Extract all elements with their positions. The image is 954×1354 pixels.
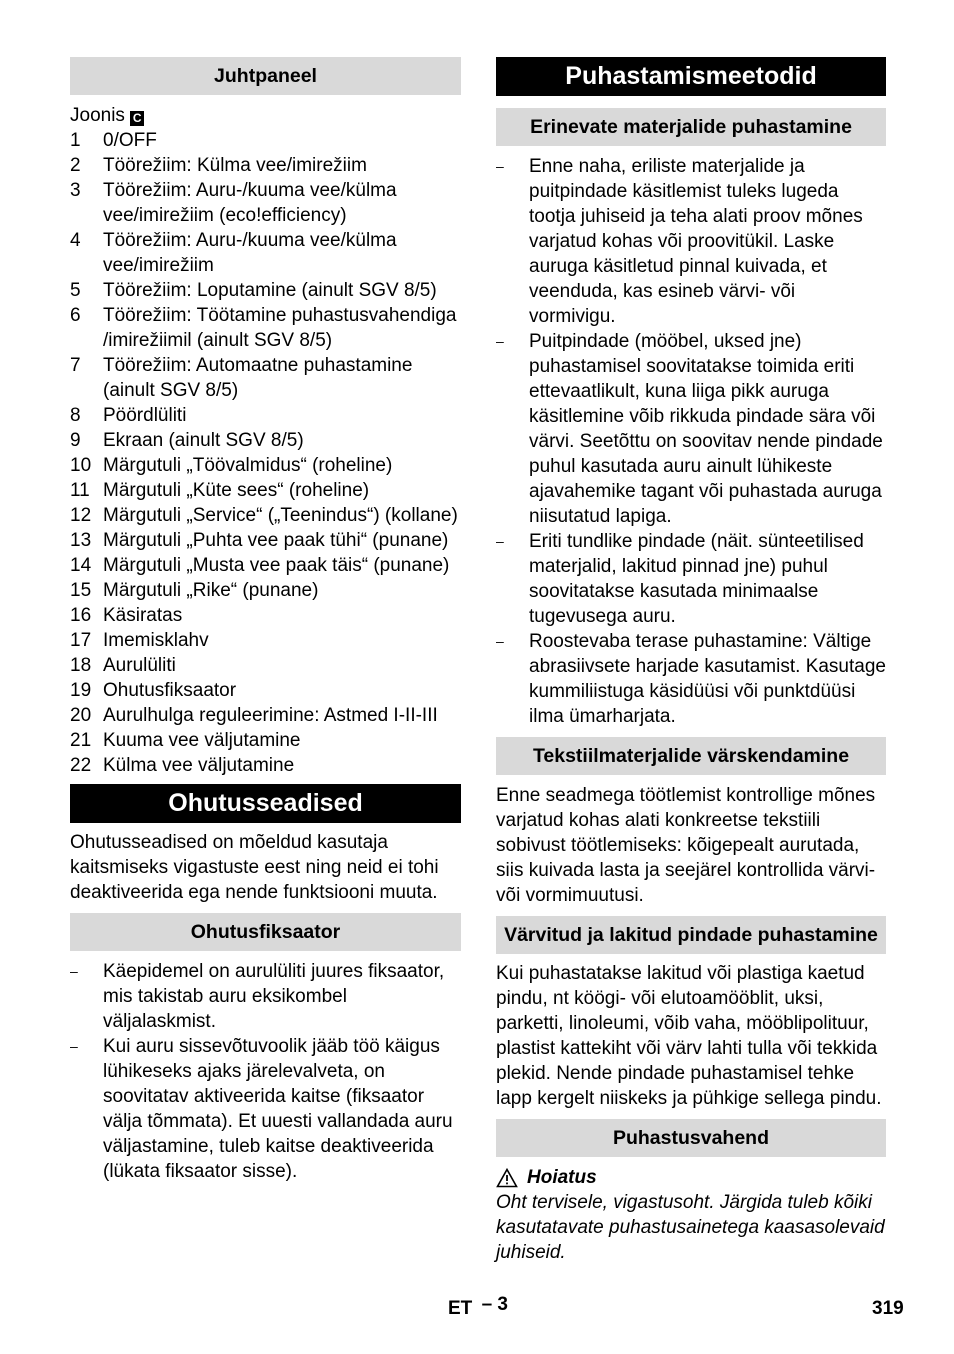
footer-language: ET <box>448 1298 473 1319</box>
textile-paragraph: Enne seadmega töötlemist kontrollige mõnes varjatud kohas alati konkreetse tekstiili sobivust töötlemiseks: kõigepealt aurutada, siis kuivada lasta ja seejärel kontrollida värvi- või vormimuutusi. <box>496 785 876 906</box>
item-number: 22 <box>70 755 92 776</box>
item-text: 0/OFF <box>103 130 157 151</box>
control-panel-item <box>70 178 461 228</box>
warning-title: Hoiatus <box>527 1167 597 1188</box>
item-text: Ohutusfiksaator <box>103 680 237 701</box>
item-text: Pöördlüliti <box>103 405 187 426</box>
item-text: Töörežiim: Auru-/kuuma vee/külma vee/imirežiim (eco!efficiency) <box>103 180 397 226</box>
safety-paragraph: Ohutusseadised on mõeldud kasutaja kaitsmiseks vigastuste eest ning neid ei tohi deaktiveerida ega nende funktsiooni muuta. <box>70 832 439 903</box>
item-text: Töörežiim: Auru-/kuuma vee/külma vee/imirežiim <box>103 230 397 276</box>
right-column <box>496 57 886 1265</box>
item-text: Märgutuli „Rike“ (punane) <box>103 580 319 601</box>
control-panel-item <box>70 653 461 678</box>
item-number: 10 <box>70 455 92 476</box>
footer-dash: – <box>481 1294 493 1315</box>
control-panel-item <box>70 553 461 578</box>
bullet-text: Eriti tundlike pindade (näit. sünteetilised materjalid, lakitud pinnad jne) puhul soovitatakse kasutada minimaalse tugevusega auru. <box>529 531 864 627</box>
item-number: 19 <box>70 680 92 701</box>
item-text: Aurulhulga reguleerimine: Astmed I-II-III <box>103 705 438 726</box>
dash-bullet: – <box>496 633 504 649</box>
item-text: Kuuma vee väljutamine <box>103 730 301 751</box>
safety-lock-heading: Ohutusfiksaator <box>70 913 461 951</box>
warning-title-row <box>496 1165 886 1190</box>
item-text: Aurulüliti <box>103 655 176 676</box>
materials-heading: Erinevate materjalide puhastamine <box>496 108 886 146</box>
figure-letter-box: C <box>130 111 144 126</box>
control-panel-item <box>70 628 461 653</box>
control-panel-item <box>70 678 461 703</box>
painted-surfaces-heading: Värvitud ja lakitud pindade puhastamine <box>496 916 886 954</box>
bullet-text: Käepidemel on aurulüliti juures fiksaator, mis takistab auru eksikombel väljalaskmist. <box>103 961 445 1032</box>
item-text: Märgutuli „Puhta vee paak tühi“ (punane) <box>103 530 449 551</box>
item-text: Külma vee väljutamine <box>103 755 295 776</box>
item-text: Töörežiim: Külma vee/imirežiim <box>103 155 367 176</box>
bullet-item <box>70 1034 461 1184</box>
item-number: 4 <box>70 230 81 251</box>
item-number: 5 <box>70 280 81 301</box>
dash-bullet: – <box>496 158 504 174</box>
bullet-text: Roostevaba terase puhastamine: Vältige abrasiivsete harjade kasutamist. Kasutage kummiliistuga käsidüüsi või punktdüüsi ilma ümarharjata. <box>529 631 886 727</box>
safety-heading: Ohutusseadised <box>70 784 461 823</box>
bullet-text: Puitpindade (mööbel, uksed jne) puhastamisel soovitatakse toimida eriti ettevaatlikult, kuna liiga pikk auruga käsitlemine võib rikkuda pindade sära või värvi. Seetõttu on soovitav nende pindade puhul kasutada auru ainult lühikeste ajavahemike tagant või puhastada auruga niisutatud lapiga. <box>529 331 883 527</box>
item-number: 3 <box>70 180 81 201</box>
control-panel-item <box>70 353 461 403</box>
control-panel-heading: Juhtpaneel <box>70 57 461 95</box>
item-number: 16 <box>70 605 92 626</box>
control-panel-item <box>70 503 461 528</box>
dash-bullet: – <box>496 533 504 549</box>
control-panel-item <box>70 228 461 278</box>
detergent-heading: Puhastusvahend <box>496 1119 886 1157</box>
bullet-text: Kui auru sissevõtuvoolik jääb töö käigus lühikeseks ajaks järelevalveta, on soovitatav aktiveerida kaitse (fiksaator välja tõmmata). Et uuesti vallandada auru väljastamine, tuleb kaitse deaktiveerida (lükata fiksaator sisse). <box>103 1036 453 1182</box>
item-text: Käsiratas <box>103 605 183 626</box>
control-panel-item <box>70 403 461 428</box>
control-panel-item <box>70 528 461 553</box>
item-number: 11 <box>70 480 90 501</box>
item-text: Imemisklahv <box>103 630 209 651</box>
control-panel-item <box>70 478 461 503</box>
item-text: Ekraan (ainult SGV 8/5) <box>103 430 304 451</box>
item-number: 20 <box>70 705 92 726</box>
dash-bullet: – <box>496 333 504 349</box>
figure-label: Joonis <box>70 105 125 126</box>
cleaning-methods-heading: Puhastamismeetodid <box>496 57 886 96</box>
item-number: 9 <box>70 430 81 451</box>
control-panel-item <box>70 728 461 753</box>
item-number: 17 <box>70 630 92 651</box>
bullet-item <box>496 529 886 629</box>
control-panel-list <box>70 128 461 778</box>
control-panel-item <box>70 578 461 603</box>
item-text: Märgutuli „Töövalmidus“ (roheline) <box>103 455 393 476</box>
warning-triangle-icon <box>496 1168 518 1188</box>
page-number: 319 <box>872 1298 904 1319</box>
bullet-item <box>496 154 886 329</box>
control-panel-item <box>70 278 461 303</box>
item-number: 21 <box>70 730 92 751</box>
control-panel-item <box>70 153 461 178</box>
item-text: Märgutuli „Küte sees“ (roheline) <box>103 480 370 501</box>
bullet-item <box>496 629 886 729</box>
textile-heading: Tekstiilmaterjalide värskendamine <box>496 737 886 775</box>
item-text: Märgutuli „Service“ („Teenindus“) (kollane) <box>103 505 458 526</box>
left-column <box>70 57 461 1184</box>
control-panel-item <box>70 128 461 153</box>
item-number: 18 <box>70 655 92 676</box>
control-panel-item <box>70 753 461 778</box>
item-number: 8 <box>70 405 81 426</box>
bullet-item <box>496 329 886 529</box>
item-number: 7 <box>70 355 81 376</box>
item-text: Töörežiim: Automaatne puhastamine (ainult SGV 8/5) <box>103 355 413 401</box>
item-number: 1 <box>70 130 81 151</box>
item-text: Töörežiim: Loputamine (ainult SGV 8/5) <box>103 280 437 301</box>
dash-bullet: – <box>70 963 78 979</box>
warning-text: Oht tervisele, vigastusoht. Järgida tuleb kõiki kasutatavate puhastusainetega kaasasolevaid juhiseid. <box>496 1192 885 1263</box>
control-panel-item <box>70 303 461 353</box>
materials-list <box>496 154 886 729</box>
item-number: 2 <box>70 155 81 176</box>
dash-bullet: – <box>70 1038 78 1054</box>
item-number: 13 <box>70 530 92 551</box>
footer-section-marker <box>448 1294 508 1320</box>
item-number: 6 <box>70 305 81 326</box>
item-text: Märgutuli „Musta vee paak täis“ (punane) <box>103 555 450 576</box>
control-panel-item <box>70 453 461 478</box>
bullet-item <box>70 959 461 1034</box>
painted-surfaces-paragraph: Kui puhastatakse lakitud või plastiga kaetud pindu, nt köögi- või elutoamööblit, uksi, parketti, linoleumi, võib vaha, mööblipolituur, plastist kattekiht või värv lahti tulla või tekkida plekid. Nende pindade puhastamisel tehke lapp kergelt niiskeks ja pühkige sellega pindu. <box>496 963 882 1109</box>
item-number: 14 <box>70 555 92 576</box>
item-number: 15 <box>70 580 92 601</box>
control-panel-item <box>70 603 461 628</box>
item-number: 12 <box>70 505 92 526</box>
safety-lock-list <box>70 959 461 1184</box>
figure-reference <box>70 103 461 128</box>
footer-section-page: 3 <box>497 1294 508 1315</box>
control-panel-item <box>70 703 461 728</box>
item-text: Töörežiim: Töötamine puhastusvahendiga /imirežiimil (ainult SGV 8/5) <box>103 305 457 351</box>
control-panel-item <box>70 428 461 453</box>
bullet-text: Enne naha, eriliste materjalide ja puitpindade käsitlemist tuleks lugeda tootja juhiseid ja teha alati proov mõnes varjatud kohas või proovitükil. Laske auruga käsitletud pinnal kuivada, et veenduda, kas esineb värvi- või vormivigu. <box>529 156 863 327</box>
